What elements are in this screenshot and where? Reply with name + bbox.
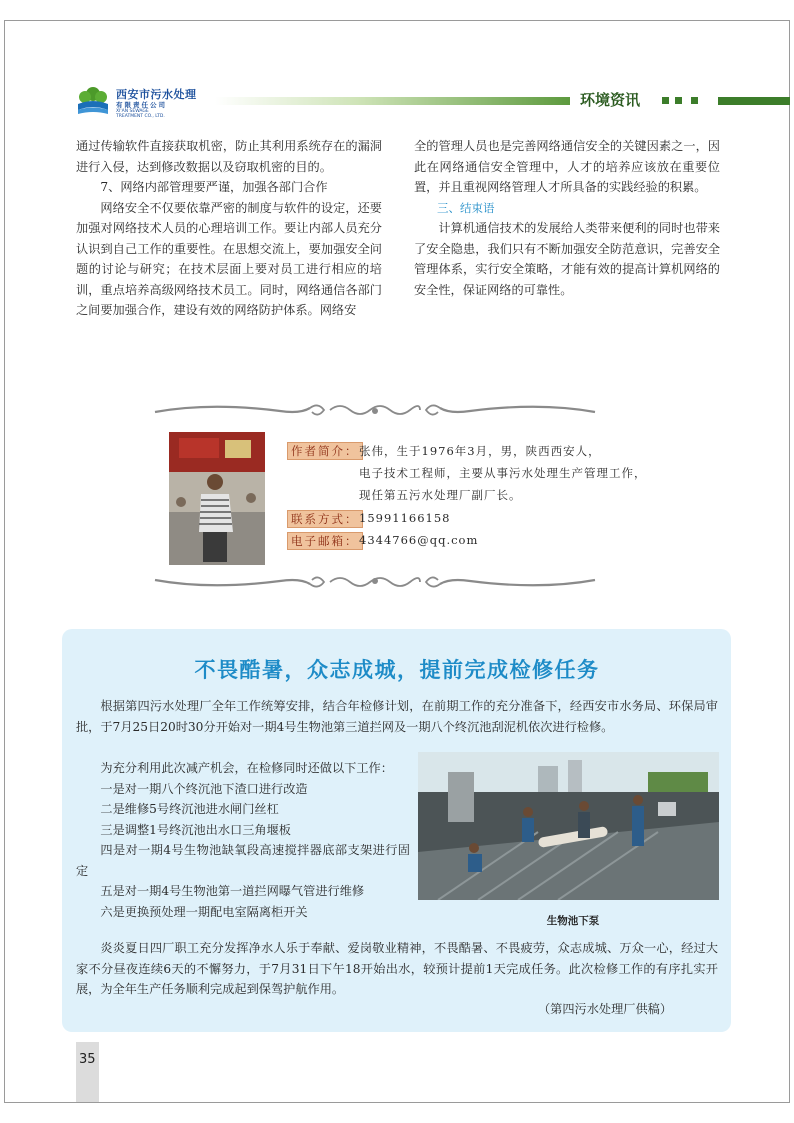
paragraph: 网络安全不仅要依靠严密的制度与软件的设定，还要加强对网络技术人员的心理培训工作。要让内部人员充分认识到自己工作的重要性。在思想交流上，要加强安全问题的讨论与研究；在技术层面上要对员工进行相应的培训，重点培养高级网络技术员工。同时，网络通信各部门之间要加强合作，建设有效的网络防护体系。网络安 [76, 200, 382, 317]
article-column-right [414, 136, 720, 300]
list-item: 二是维修5号终沉池进水闸门丝杠 [100, 802, 279, 816]
news-photo [418, 752, 719, 900]
paragraph: 炎炎夏日四厂职工充分发挥净水人乐于奉献、爱岗敬业精神，不畏酷暑、不畏疲劳，众志成城、万众一心，经过大家不分昼夜连续6天的不懈努力，于7月31日下午18开始出水，较预计提前1天完成任务。此次检修工作的有序扎实开展，为全年生产任务顺利完成起到保驾护航作用。 [76, 941, 718, 996]
header-green-bar [718, 97, 790, 105]
header-gradient-bar [215, 97, 570, 105]
logo-english-line1: XI'AN SEWAGE [116, 109, 149, 114]
paragraph: 计算机通信技术的发展给人类带来便利的同时也带来了安全隐患，我们只有不断加强安全防范意识，完善安全管理体系，实行安全策略，才能有效的提高计算机网络的安全性，保证网络的可靠性。 [414, 221, 720, 297]
author-intro-line: 电子技术工程师，主要从事污水处理生产管理工作， [359, 466, 647, 480]
list-item: 三是调整1号终沉池出水口三角堰板 [100, 822, 291, 837]
company-logo [76, 84, 196, 120]
page-number-tab [76, 1042, 99, 1102]
paragraph: 为充分利用此次减产机会，在检修同时还做以下工作： [100, 761, 393, 775]
header-square [691, 97, 698, 104]
news-credit: （第四污水处理厂供稿） [538, 1002, 673, 1016]
section-heading: 7、网络内部管理要严谨，加强各部门合作 [100, 180, 328, 194]
author-email: 4344766@qq.com [359, 533, 479, 547]
author-intro-label: 作者简介： [287, 442, 363, 460]
article-column-left [76, 136, 382, 321]
section-heading: 三、结束语 [437, 200, 495, 215]
news-intro [76, 696, 718, 737]
author-email-row [287, 532, 479, 552]
logo-name: 西安市污水处理 [116, 88, 197, 101]
list-item: 一是对一期八个终沉池下渣口进行改造 [100, 781, 308, 796]
photo-caption: 生物池下泵 [546, 915, 600, 927]
list-item: 六是更换预处理一期配电室隔离柜开关 [100, 904, 308, 919]
news-conclusion [76, 938, 718, 1000]
paragraph: 全的管理人员也是完善网络通信安全的关键因素之一，因此在网络通信安全管理中，人才的培养应该放在重要位置，并且重视网络管理人才所具备的实践经验的积累。 [414, 139, 720, 194]
author-intro-row [287, 442, 601, 462]
list-item: 四是对一期4号生物池缺氧段高速搅拌器底部支架进行固定 [76, 843, 410, 878]
author-intro-line: 现任第五污水处理厂副厂长。 [359, 488, 522, 502]
ornament-divider-icon [150, 570, 600, 592]
ornament-divider-icon [150, 400, 600, 422]
author-intro-line: 张伟，生于1976年3月，男，陕西西安人， [359, 444, 601, 458]
header-square [675, 97, 682, 104]
paragraph: 通过传输软件直接获取机密，防止其利用系统存在的漏洞进行入侵，达到修改数据以及窃取机密的目的。 [76, 139, 382, 174]
page-number: 35 [79, 1052, 96, 1067]
author-phone: 15991166158 [359, 511, 451, 525]
paragraph: 根据第四污水处理厂全年工作统筹安排，结合年检修计划，在前期工作的充分准备下，经西安市水务局、环保局审批，于7月25日20时30分开始对一期4号生物池第三道拦网及一期八个终沉池刮泥机依次进行检修。 [76, 699, 718, 734]
logo-english [116, 109, 165, 119]
list-item: 五是对一期4号生物池第一道拦网曝气管进行维修 [100, 884, 365, 898]
logo-subtitle: 有限责任公司 [116, 101, 167, 109]
author-email-label: 电子邮箱： [287, 532, 363, 550]
logo-english-line2: TREATMENT CO., LTD. [116, 114, 165, 119]
author-photo [169, 432, 265, 565]
header-square [662, 97, 669, 104]
author-contact-row [287, 510, 451, 530]
news-task-list [76, 758, 410, 922]
news-title: 不畏酷暑，众志成城，提前完成检修任务 [194, 658, 600, 682]
section-title: 环境资讯 [580, 91, 641, 109]
logo-emblem-icon [76, 84, 110, 116]
author-contact-label: 联系方式： [287, 510, 363, 528]
